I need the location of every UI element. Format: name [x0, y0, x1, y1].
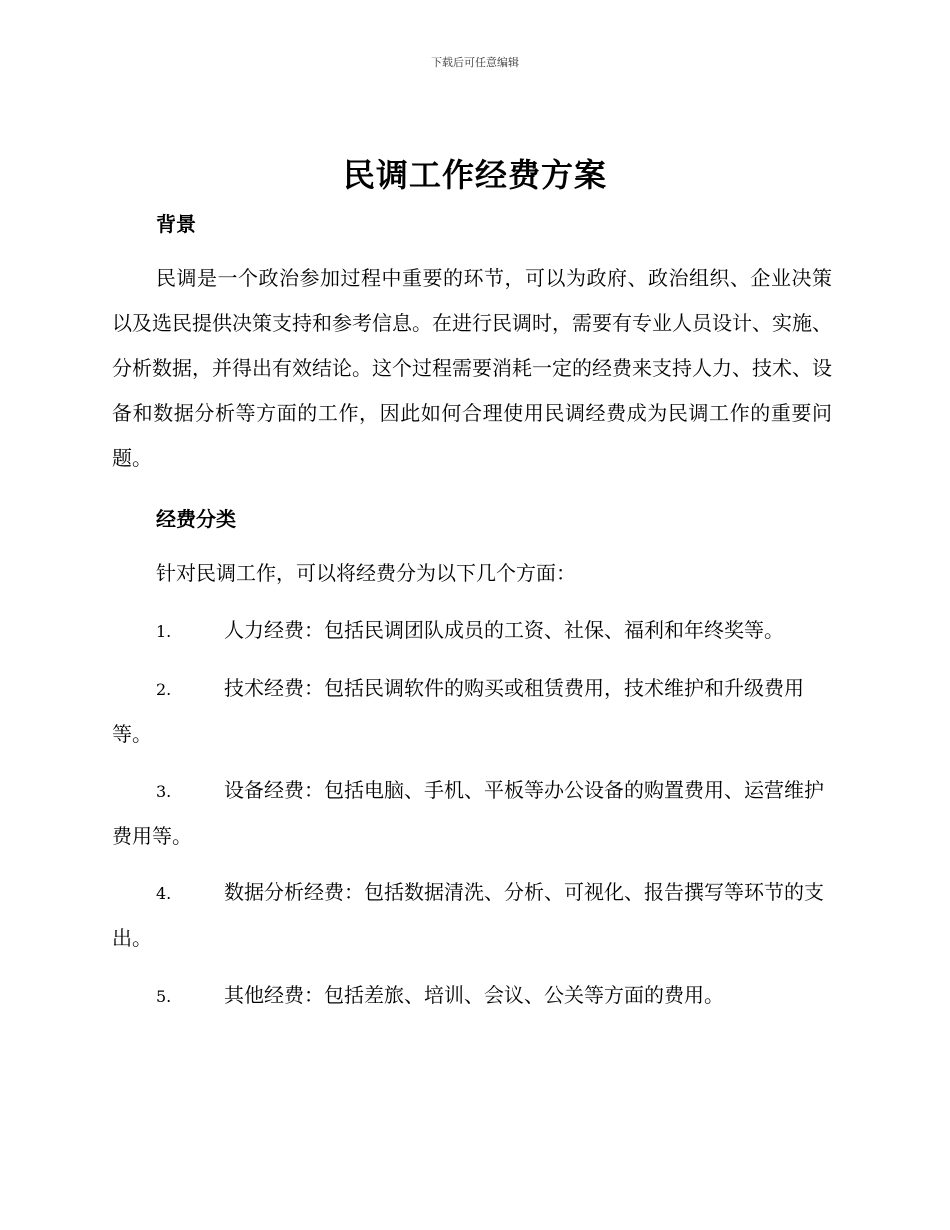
list-item-text: 设备经费：包括电脑、手机、平板等办公设备的购置费用、运营维护费用等。 — [112, 778, 824, 848]
list-item — [112, 768, 832, 859]
background-paragraph: 民调是一个政治参加过程中重要的环节，可以为政府、政治组织、企业决策以及选民提供决策支持和参考信息。在进行民调时，需要有专业人员设计、实施、分析数据，并得出有效结论。这个过程需要消耗一定的经费来支持人力、技术、设备和数据分析等方面的工作，因此如何合理使用民调经费成为民调工作的重要问题。 — [112, 266, 832, 470]
categories-intro: 针对民调工作，可以将经费分为以下几个方面： — [156, 561, 576, 585]
list-item-number: 5. — [156, 987, 172, 1006]
list-item — [112, 608, 832, 654]
list-item — [112, 666, 832, 757]
list-item — [112, 870, 832, 961]
list-item-number: 1. — [156, 622, 172, 641]
list-item-text: 数据分析经费：包括数据清洗、分析、可视化、报告撰写等环节的支出。 — [112, 880, 824, 950]
list-item-text: 其他经费：包括差旅、培训、会议、公关等方面的费用。 — [224, 983, 724, 1007]
page-title: 民调工作经费方案 — [342, 156, 607, 194]
section-heading-categories: 经费分类 — [156, 507, 236, 531]
section-heading-background: 背景 — [156, 212, 196, 236]
header-note: 下载后可任意编辑 — [431, 56, 519, 69]
list-item-number: 4. — [156, 884, 172, 903]
list-item-number: 3. — [156, 782, 172, 801]
list-item-number: 2. — [156, 680, 172, 699]
list-item-text: 技术经费：包括民调软件的购买或租赁费用，技术维护和升级费用等。 — [112, 676, 804, 746]
list-item — [112, 973, 832, 1019]
list-item-text: 人力经费：包括民调团队成员的工资、社保、福利和年终奖等。 — [224, 618, 784, 642]
